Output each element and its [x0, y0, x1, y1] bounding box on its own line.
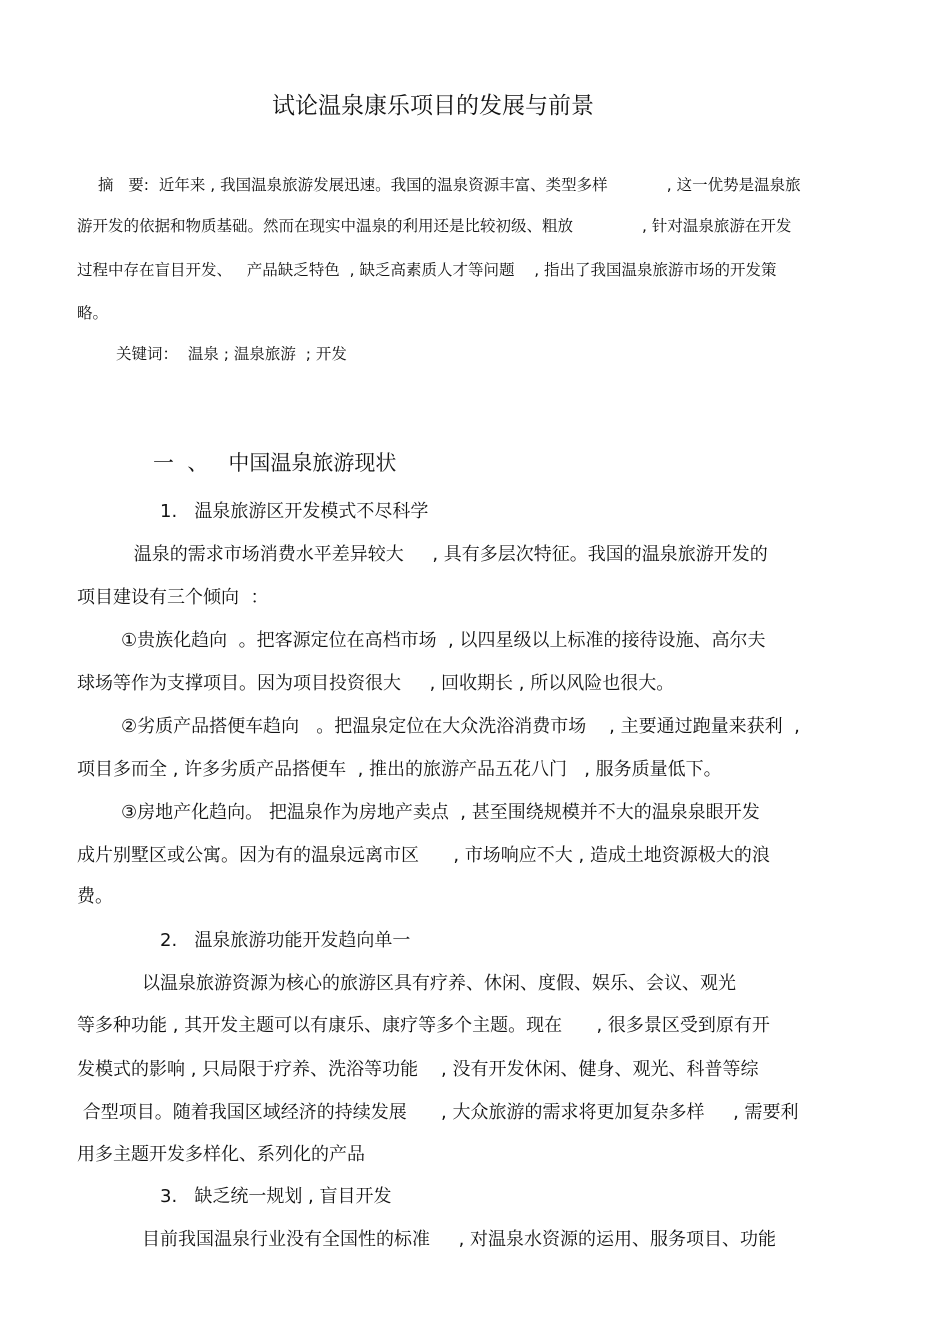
subsection-heading: 1. 温泉旅游区开发模式不尽科学 — [160, 501, 429, 522]
keywords: 关键词： 温泉 ; 温泉旅游 ; 开发 — [116, 345, 347, 363]
subsection-heading: 2. 温泉旅游功能开发趋向单一 — [160, 930, 411, 951]
paragraph-line: ②劣质产品搭便车趋向 。把温泉定位在大众洗浴消费市场 , 主要通过跑量来获利 , — [121, 716, 800, 737]
abstract-line: 游开发的依据和物质基础。然而在现实中温泉的利用还是比较初级、粗放 , 针对温泉旅游在开发 — [77, 217, 792, 235]
paragraph-line: 球场等作为支撑项目。因为项目投资很大 , 回收期长 , 所以风险也很大。 — [77, 673, 675, 694]
paragraph-line: 费。 — [77, 886, 113, 907]
paragraph-line: 用多主题开发多样化、系列化的产品 — [77, 1144, 365, 1165]
abstract-line: 摘 要: 近年来 , 我国温泉旅游发展迅速。我国的温泉资源丰富、类型多样 , 这一优势是温泉旅 — [98, 176, 801, 194]
paragraph-line: 温泉的需求市场消费水平差异较大 , 具有多层次特征。我国的温泉旅游开发的 — [128, 544, 768, 565]
paragraph-line: 项目多而全 , 许多劣质产品搭便车 , 推出的旅游产品五花八门 , 服务质量低下。 — [77, 759, 722, 780]
document-title: 试论温泉康乐项目的发展与前景 — [272, 93, 594, 119]
paragraph-line: 成片别墅区或公寓。因为有的温泉远离市区 , 市场响应不大 , 造成土地资源极大的浪 — [77, 845, 770, 866]
section-heading: 一 、 中国温泉旅游现状 — [153, 451, 397, 475]
abstract-line: 略。 — [77, 304, 109, 322]
subsection-heading: 3. 缺乏统一规划 , 盲目开发 — [160, 1186, 392, 1207]
paragraph-line: ①贵族化趋向 。把客源定位在高档市场 , 以四星级以上标准的接待设施、高尔夫 — [121, 630, 766, 651]
abstract-line: 过程中存在盲目开发、 产品缺乏特色 , 缺乏高素质人才等问题 , 指出了我国温泉旅游市场的开发策 — [77, 261, 777, 279]
paragraph-line: 合型项目。随着我国区域经济的持续发展 , 大众旅游的需求将更加复杂多样 , 需要利 — [77, 1102, 799, 1123]
paragraph-line: 发模式的影响 , 只局限于疗养、洗浴等功能 , 没有开发休闲、健身、观光、科普等综 — [77, 1059, 759, 1080]
paragraph-line: 项目建设有三个倾向 ： — [77, 587, 269, 608]
paragraph-line: 以温泉旅游资源为核心的旅游区具有疗养、休闲、度假、娱乐、会议、观光 — [142, 973, 736, 994]
paragraph-line: 目前我国温泉行业没有全国性的标准 , 对温泉水资源的运用、服务项目、功能 — [142, 1229, 777, 1250]
paragraph-line: ③房地产化趋向。 把温泉作为房地产卖点 , 甚至围绕规模并不大的温泉泉眼开发 — [121, 802, 760, 823]
paragraph-line: 等多种功能 , 其开发主题可以有康乐、康疗等多个主题。现在 , 很多景区受到原有开 — [77, 1015, 770, 1036]
